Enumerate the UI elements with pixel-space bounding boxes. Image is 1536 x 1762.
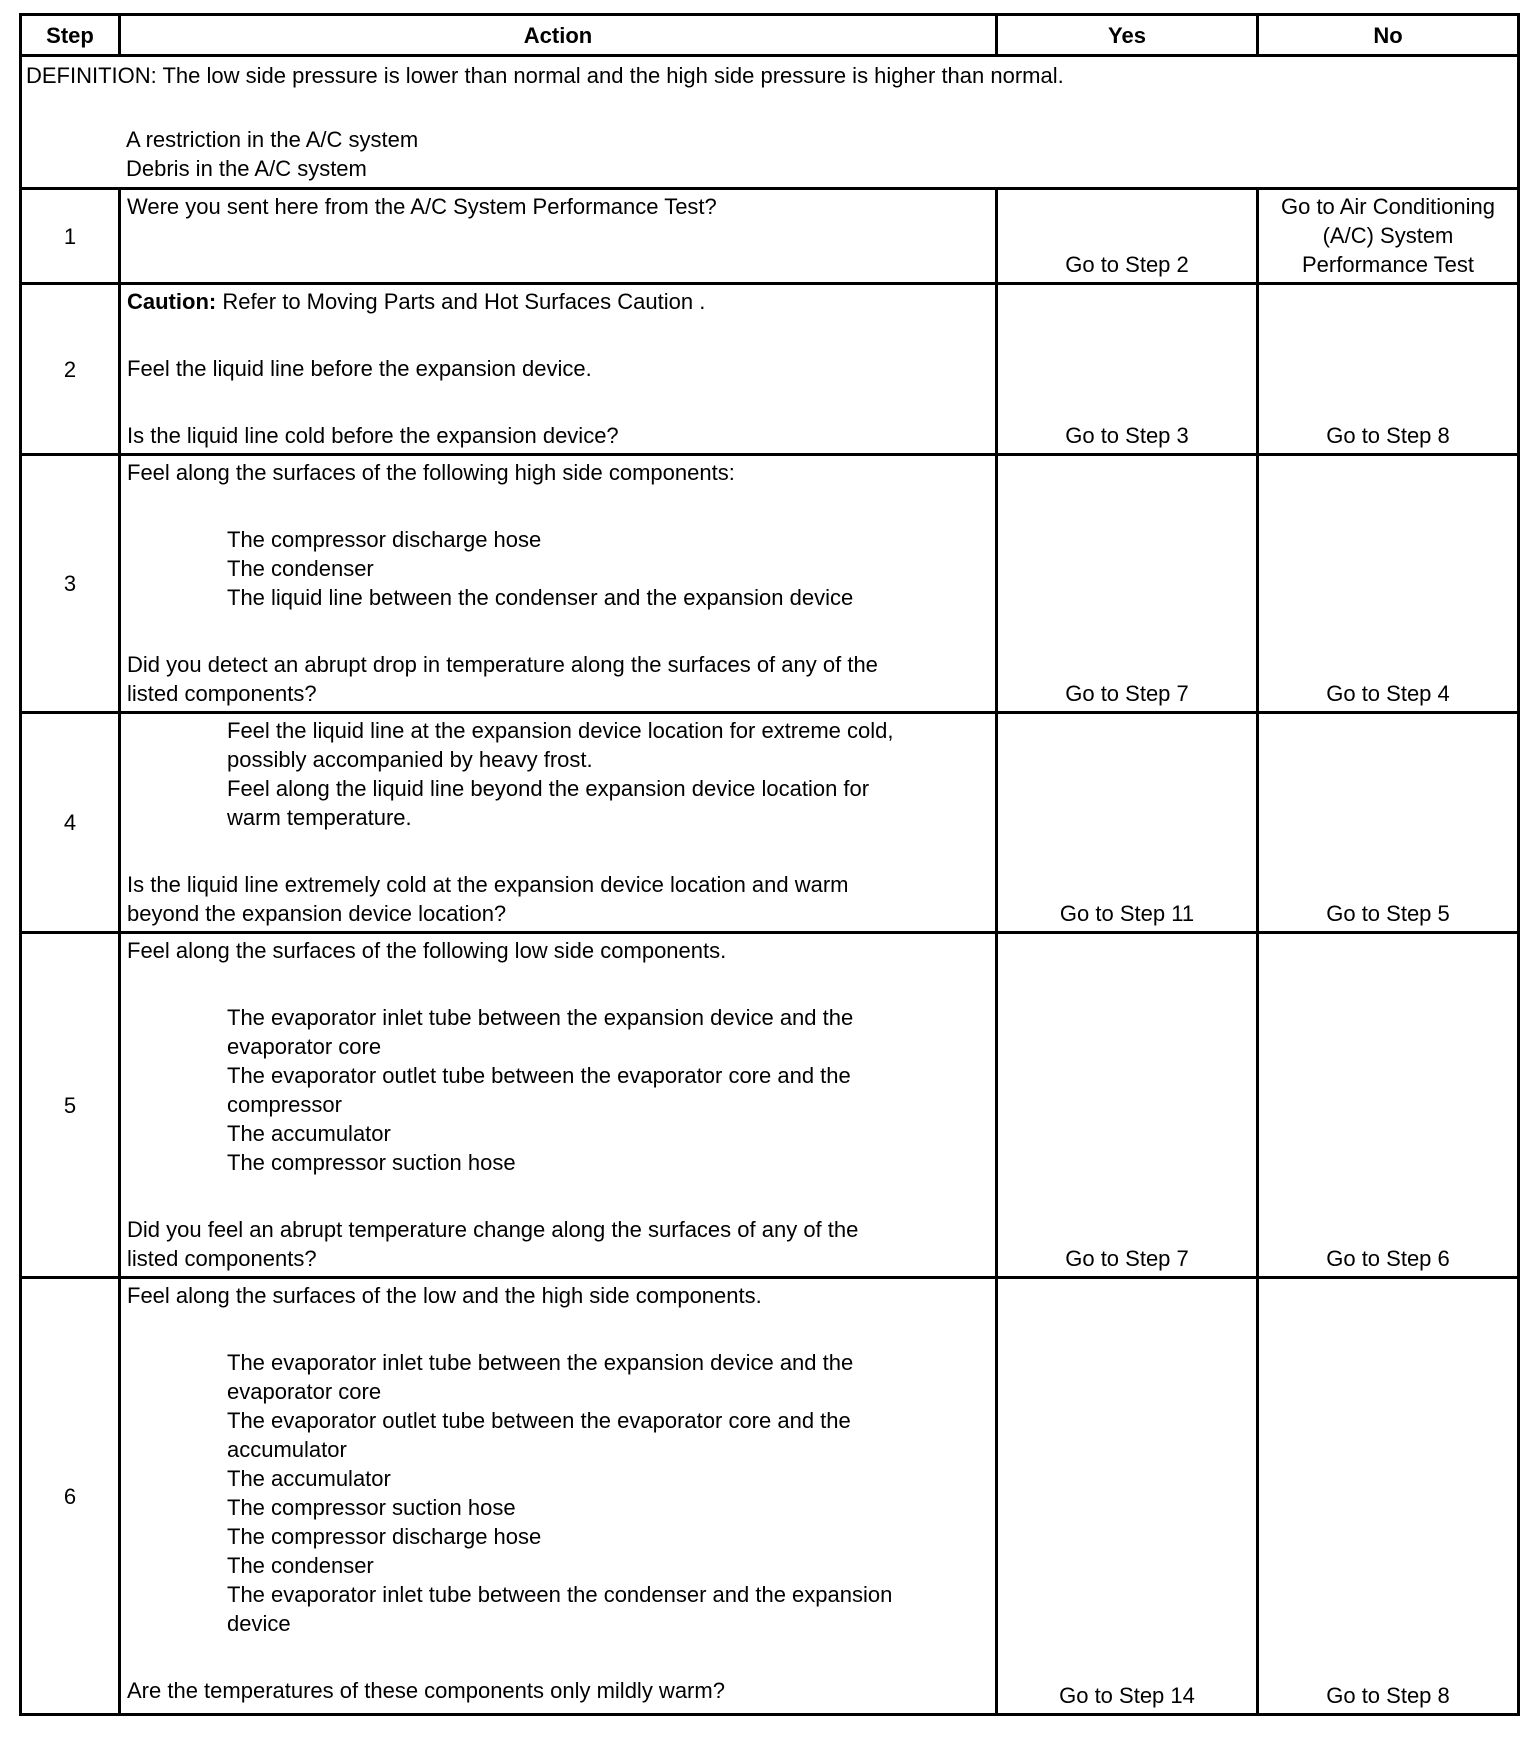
header-row xyxy=(21,15,1519,56)
step-row-1 xyxy=(21,189,1519,284)
list-item: The compressor suction hose xyxy=(227,1495,516,1520)
list-item: The evaporator inlet tube between the expansion device and the xyxy=(227,1350,854,1375)
yes-cell: Go to Step 7 xyxy=(997,455,1258,713)
caution-text: Refer to Moving Parts and Hot Surfaces Caution . xyxy=(216,289,706,314)
cause-item: A restriction in the A/C system xyxy=(126,127,419,152)
step-question-cont: listed components? xyxy=(127,1246,317,1271)
list-item: The evaporator inlet tube between the expansion device and the xyxy=(227,1005,854,1030)
diagnostic-table xyxy=(19,13,1520,1716)
list-item: warm temperature. xyxy=(227,805,412,830)
no-cell: Go to Step 5 xyxy=(1258,713,1519,933)
step-instruction: Feel along the surfaces of the low and the high side components. xyxy=(127,1283,762,1308)
action-cell xyxy=(120,284,997,455)
list-item: accumulator xyxy=(227,1437,347,1462)
step-row-3 xyxy=(21,455,1519,713)
action-cell xyxy=(120,933,997,1278)
header-action: Action xyxy=(120,15,997,56)
caution-note xyxy=(127,287,989,316)
component-list xyxy=(127,1003,989,1177)
step-question: Did you feel an abrupt temperature change along the surfaces of any of the xyxy=(127,1217,859,1242)
component-list xyxy=(127,1348,989,1638)
cause-item: Debris in the A/C system xyxy=(126,156,367,181)
step-instruction: Feel the liquid line before the expansion device. xyxy=(127,356,592,381)
list-item: The liquid line between the condenser and the expansion device xyxy=(227,585,854,610)
definition-row xyxy=(21,56,1519,189)
step-number: 5 xyxy=(21,933,120,1278)
step-number: 6 xyxy=(21,1278,120,1715)
step-instruction: Feel along the surfaces of the following high side components: xyxy=(127,460,735,485)
instruction-list xyxy=(127,716,989,832)
list-item: The condenser xyxy=(227,1553,374,1578)
yes-cell: Go to Step 11 xyxy=(997,713,1258,933)
step-question: Did you detect an abrupt drop in temperature along the surfaces of any of the xyxy=(127,652,878,677)
no-cell xyxy=(1258,189,1519,284)
yes-cell: Go to Step 2 xyxy=(997,189,1258,284)
list-item: The evaporator outlet tube between the evaporator core and the xyxy=(227,1408,851,1433)
no-line: Performance Test xyxy=(1301,252,1474,277)
step-row-5 xyxy=(21,933,1519,1278)
action-cell xyxy=(120,189,997,284)
list-item: Feel along the liquid line beyond the expansion device location for xyxy=(227,776,870,801)
list-item: The compressor discharge hose xyxy=(227,527,542,552)
header-no: No xyxy=(1258,15,1519,56)
list-item: The condenser xyxy=(227,556,374,581)
step-question: Are the temperatures of these components only mildly warm? xyxy=(127,1678,725,1703)
list-item: evaporator core xyxy=(227,1034,382,1059)
step-row-2 xyxy=(21,284,1519,455)
definition-text: DEFINITION: The low side pressure is lower than normal and the high side pressure is higher than normal. xyxy=(26,63,1064,88)
list-item: evaporator core xyxy=(227,1379,382,1404)
definition-cell xyxy=(21,56,1519,189)
caution-label: Caution: xyxy=(127,289,217,314)
list-item: device xyxy=(227,1611,291,1636)
step-row-6 xyxy=(21,1278,1519,1715)
list-item: Feel the liquid line at the expansion device location for extreme cold, xyxy=(227,718,894,743)
list-item: The evaporator outlet tube between the evaporator core and the xyxy=(227,1063,851,1088)
list-item: The accumulator xyxy=(227,1466,391,1491)
step-question-cont: listed components? xyxy=(127,681,317,706)
action-cell xyxy=(120,713,997,933)
yes-cell: Go to Step 3 xyxy=(997,284,1258,455)
list-item: The compressor discharge hose xyxy=(227,1524,542,1549)
header-step: Step xyxy=(21,15,120,56)
list-item: The accumulator xyxy=(227,1121,391,1146)
yes-cell: Go to Step 14 xyxy=(997,1278,1258,1715)
list-item: The evaporator inlet tube between the condenser and the expansion xyxy=(227,1582,893,1607)
action-cell xyxy=(120,455,997,713)
definition-causes xyxy=(126,125,1513,183)
yes-cell: Go to Step 7 xyxy=(997,933,1258,1278)
no-cell: Go to Step 8 xyxy=(1258,284,1519,455)
no-line: Go to Air Conditioning xyxy=(1280,194,1496,219)
action-cell xyxy=(120,1278,997,1715)
step-question-cont: beyond the expansion device location? xyxy=(127,901,507,926)
step-row-4 xyxy=(21,713,1519,933)
step-instruction: Feel along the surfaces of the following low side components. xyxy=(127,938,727,963)
no-cell: Go to Step 8 xyxy=(1258,1278,1519,1715)
no-cell: Go to Step 6 xyxy=(1258,933,1519,1278)
list-item: compressor xyxy=(227,1092,342,1117)
step-question: Were you sent here from the A/C System Performance Test? xyxy=(127,194,717,219)
step-question: Is the liquid line extremely cold at the expansion device location and warm xyxy=(127,872,849,897)
step-number: 2 xyxy=(21,284,120,455)
no-cell: Go to Step 4 xyxy=(1258,455,1519,713)
no-line: (A/C) System xyxy=(1322,223,1454,248)
step-number: 1 xyxy=(21,189,120,284)
step-number: 4 xyxy=(21,713,120,933)
list-item: The compressor suction hose xyxy=(227,1150,516,1175)
header-yes: Yes xyxy=(997,15,1258,56)
list-item: possibly accompanied by heavy frost. xyxy=(227,747,593,772)
step-number: 3 xyxy=(21,455,120,713)
step-question: Is the liquid line cold before the expansion device? xyxy=(127,423,619,448)
component-list xyxy=(127,525,989,612)
